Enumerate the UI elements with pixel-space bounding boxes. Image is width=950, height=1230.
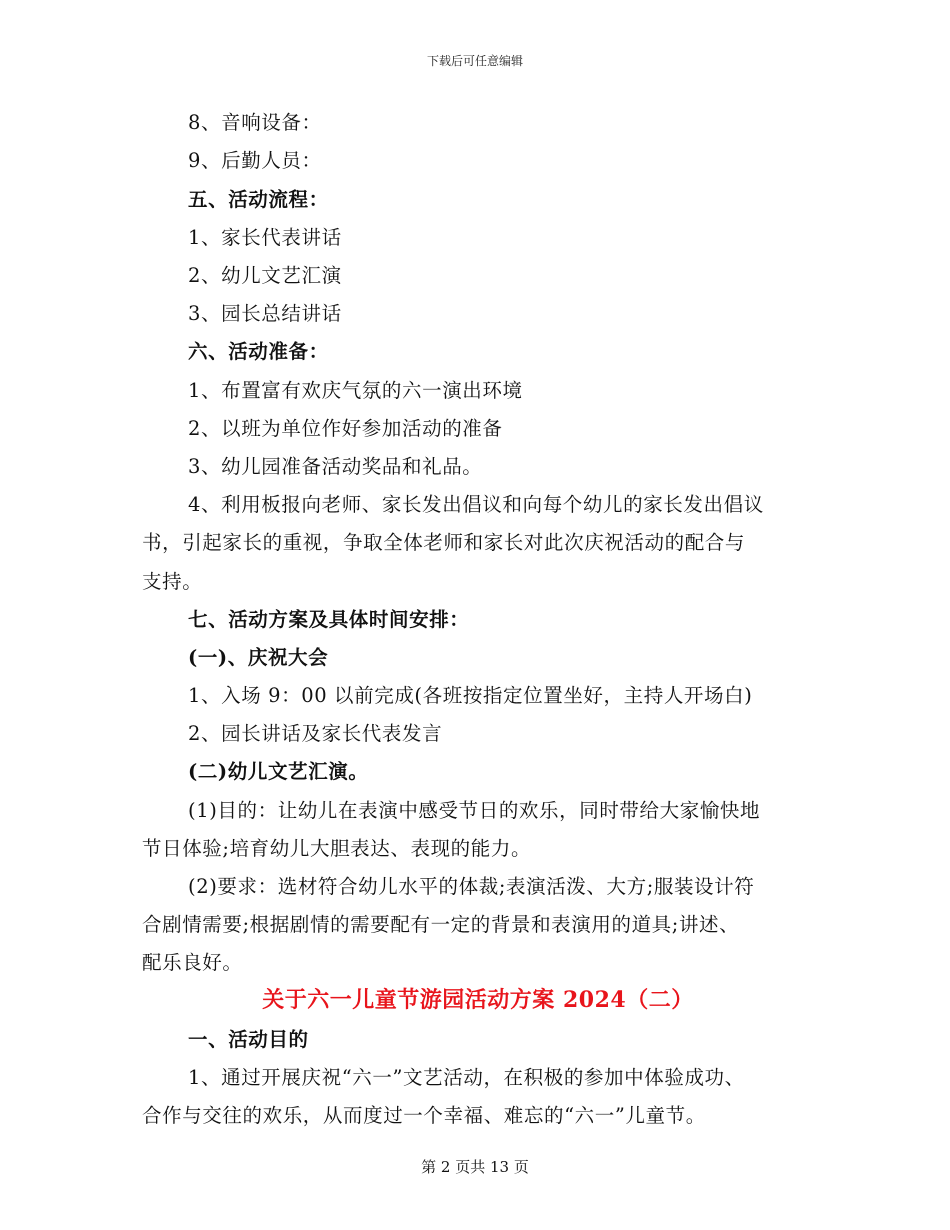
sub-heading: (二)幼儿文艺汇演。 (188, 760, 369, 783)
item-line: 2、以班为单位作好参加活动的准备 (188, 417, 503, 440)
section-heading: 七、活动方案及具体时间安排： (188, 608, 470, 631)
section-heading: 五、活动流程： (188, 188, 329, 211)
paragraph-line: 合剧情需要;根据剧情的需要配有一定的背景和表演用的道具;讲述、 (142, 913, 740, 936)
section-heading: 一、活动目的 (188, 1028, 309, 1051)
paragraph-line: 节日体验;培育幼儿大胆表达、表现的能力。 (142, 837, 532, 860)
paragraph-line: 合作与交往的欢乐，从而度过一个幸福、难忘的“六一”儿童节。 (142, 1104, 706, 1127)
page-header: 下载后可任意编辑 (426, 54, 523, 68)
paragraph-line: (1)目的：让幼儿在表演中感受节日的欢乐，同时带给大家愉快地 (188, 799, 761, 822)
item-line: 3、幼儿园准备活动奖品和礼品。 (188, 455, 483, 478)
item-line: 2、幼儿文艺汇演 (188, 264, 342, 287)
sub-heading: (一)、庆祝大会 (188, 646, 329, 669)
paragraph-line: 4、利用板报向老师、家长发出倡议和向每个幼儿的家长发出倡议 (188, 493, 764, 516)
item-line: 9、后勤人员： (188, 149, 322, 172)
page-footer: 第 2 页共 13 页 (421, 1158, 529, 1176)
item-line: 1、入场 9：00 以前完成(各班按指定位置坐好，主持人开场白) (188, 684, 753, 707)
item-line: 1、布置富有欢庆气氛的六一演出环境 (188, 379, 523, 402)
paragraph-line: 配乐良好。 (142, 951, 243, 974)
section-heading: 六、活动准备： (188, 340, 329, 363)
item-line: 1、家长代表讲话 (188, 226, 342, 249)
paragraph-line: 1、通过开展庆祝“六一”文艺活动，在积极的参加中体验成功、 (188, 1066, 745, 1089)
paragraph-line: 支持。 (142, 570, 203, 593)
paragraph-line: (2)要求：选材符合幼儿水平的体裁;表演活泼、大方;服装设计符 (188, 875, 755, 898)
item-line: 8、音响设备： (188, 111, 322, 134)
document-title: 关于六一儿童节游园活动方案 2024（二） (262, 987, 694, 1013)
item-line: 2、园长讲话及家长代表发言 (188, 722, 443, 745)
paragraph-line: 书，引起家长的重视，争取全体老师和家长对此次庆祝活动的配合与 (142, 531, 746, 554)
item-line: 3、园长总结讲话 (188, 302, 342, 325)
